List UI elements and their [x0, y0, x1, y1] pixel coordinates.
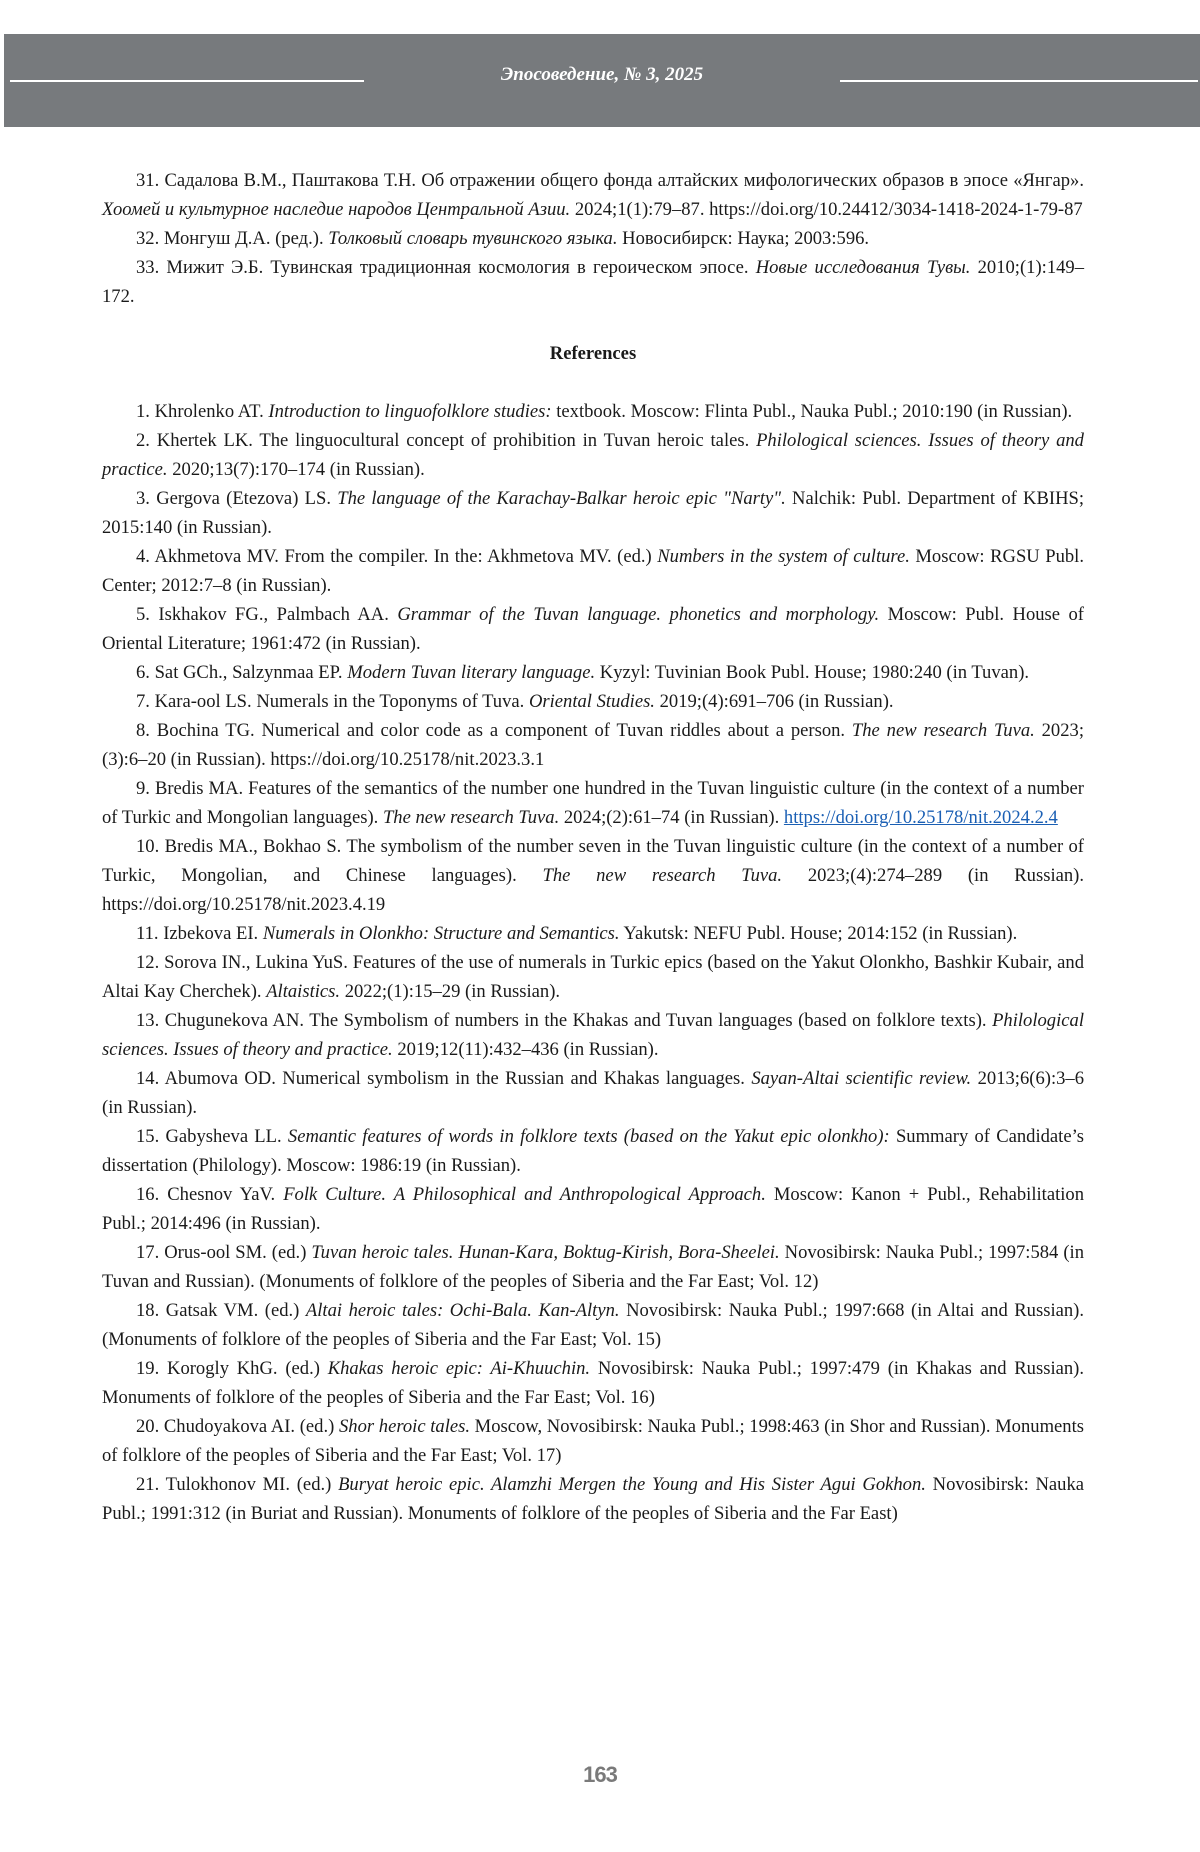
reference-source-title: Толковый словарь тувинского языка. — [328, 228, 618, 249]
running-header — [4, 34, 1200, 127]
reference-text: 13. Chugunekova AN. The Symbolism of numbers in the Khakas and Tuvan languages (based on folklore texts). — [136, 1010, 993, 1031]
reference-details: 2020;13(7):170–174 (in Russian). — [167, 459, 425, 480]
reference-source-title: Oriental Studies. — [528, 691, 655, 712]
reference-details: Kyzyl: Tuvinian Book Publ. House; 1980:240 (in Tuvan). — [595, 662, 1030, 683]
reference-source-title: The language of the Karachay-Balkar heroic epic "Narty". — [337, 488, 786, 509]
reference-details: 2019;12(11):432–436 (in Russian). — [392, 1039, 659, 1060]
reference-text: 2. Khertek LK. The linguocultural concept of prohibition in Tuvan heroic tales. — [136, 430, 757, 451]
reference-list — [102, 397, 1084, 1528]
references-heading: References — [549, 343, 637, 364]
reference-entry — [102, 1180, 1084, 1238]
reference-source-title: Philological sciences. Issues of theory and practice. — [102, 430, 1084, 480]
reference-details: 2023;(3):6–20 (in Russian). https://doi.org/10.25178/nit.2023.3.1 — [102, 720, 1084, 770]
reference-source-title: Новые исследования Тувы. — [755, 257, 971, 278]
reference-entry — [102, 166, 1084, 224]
russian-reference-list — [102, 166, 1084, 311]
reference-entry — [102, 484, 1084, 542]
reference-entry — [102, 832, 1084, 919]
reference-text: 17. Orus-ool SM. (ed.) — [136, 1242, 312, 1263]
reference-details: 2024;(2):61–74 (in Russian). — [559, 807, 780, 828]
reference-details: Novosibirsk: Nauka Publ.; 1997:584 (in Tuvan and Russian). (Monuments of folklore of the peoples of Siberia and the Far East; Vol. 12) — [102, 1242, 1084, 1292]
reference-source-title: Altai heroic tales: Ochi-Bala. Kan-Altyn. — [305, 1300, 620, 1321]
reference-source-title: Buryat heroic epic. Alamzhi Mergen the Young and His Sister Agui Gokhon. — [338, 1474, 926, 1495]
reference-details: Nalchik: Publ. Department of KBIHS; 2015:140 (in Russian). — [102, 488, 1085, 538]
reference-details: 2023;(4):274–289 (in Russian). https://doi.org/10.25178/nit.2023.4.19 — [102, 865, 1085, 915]
reference-source-title: Numerals in Olonkho: Structure and Semantics. — [262, 923, 620, 944]
reference-details: Moscow, Novosibirsk: Nauka Publ.; 1998:463 (in Shor and Russian). Monuments of folklore of the peoples of Siberia and the Far East; Vol. 17) — [102, 1416, 1084, 1466]
reference-text: 3. Gergova (Etezova) LS. — [136, 488, 338, 509]
reference-source-title: The new research Tuva. — [542, 865, 783, 886]
reference-text: 12. Sorova IN., Lukina YuS. Features of the use of numerals in Turkic epics (based on the Yakut Olonkho, Bashkir Kubair, and Altai Kay Cherchek). — [102, 952, 1084, 1002]
reference-entry — [102, 658, 1084, 687]
reference-entry — [102, 1354, 1084, 1412]
reference-entry — [102, 948, 1084, 1006]
reference-details: 2010;(1):149–172. — [102, 257, 1085, 307]
reference-text: 4. Akhmetova MV. From the compiler. In the: Akhmetova MV. (ed.) — [136, 546, 658, 567]
reference-details: Novosibirsk: Nauka Publ.; 1997:668 (in Altai and Russian). (Monuments of folklore of the peoples of Siberia and the Far East; Vol. 15) — [102, 1300, 1085, 1350]
reference-source-title: Numbers in the system of culture. — [657, 546, 910, 567]
reference-details: Novosibirsk: Nauka Publ.; 1991:312 (in Buriat and Russian). Monuments of folklore of the peoples of Siberia and the Far East) — [102, 1474, 1085, 1524]
reference-text: 31. Садалова В.М., Паштакова Т.Н. Об отражении общего фонда алтайских мифологических образов в эпосе «Янгар». — [136, 170, 1084, 191]
reference-text: 5. Iskhakov FG., Palmbach AA. — [136, 604, 398, 625]
reference-text: 11. Izbekova EI. — [136, 923, 263, 944]
reference-source-title: The new research Tuva. — [382, 807, 560, 828]
reference-text: 1. Khrolenko AT. — [136, 401, 269, 422]
reference-details: Moscow: RGSU Publ. Center; 2012:7–8 (in Russian). — [102, 546, 1084, 596]
reference-text: 7. Kara-ool LS. Numerals in the Toponyms of Tuva. — [136, 691, 529, 712]
reference-text: 8. Bochina TG. Numerical and color code as a component of Tuvan riddles about a person. — [136, 720, 852, 741]
reference-details: 2024;1(1):79–87. https://doi.org/10.24412/3034-1418-2024-1-79-87 — [570, 199, 1083, 220]
doi-link[interactable]: https://doi.org/10.25178/nit.2024.2.4 — [783, 807, 1058, 828]
reference-source-title: Modern Tuvan literary language. — [347, 662, 596, 683]
reference-source-title: Tuvan heroic tales. Hunan-Kara, Boktug-Kirish, Bora-Sheelei. — [311, 1242, 780, 1263]
reference-source-title: Altaistics. — [266, 981, 341, 1002]
reference-text: 9. Bredis MA. Features of the semantics of the number one hundred in the Tuvan linguistic culture (in the context of a number of Turkic and Mongolian languages). — [102, 778, 1084, 828]
reference-text: 15. Gabysheva LL. — [136, 1126, 288, 1147]
reference-details: textbook. Moscow: Flinta Publ., Nauka Publ.; 2010:190 (in Russian). — [551, 401, 1073, 422]
reference-details: Moscow: Publ. House of Oriental Literature; 1961:472 (in Russian). — [102, 604, 1084, 654]
reference-details: 2022;(1):15–29 (in Russian). — [340, 981, 561, 1002]
reference-details: 2019;(4):691–706 (in Russian). — [654, 691, 894, 712]
reference-text: 32. Монгуш Д.А. (ред.). — [136, 228, 329, 249]
page-number: 163 — [583, 1762, 617, 1787]
reference-entry — [102, 774, 1084, 832]
reference-entry — [102, 1238, 1084, 1296]
reference-entry — [102, 687, 1084, 716]
reference-text: 20. Chudoyakova AI. (ed.) — [136, 1416, 339, 1437]
reference-entry — [102, 224, 1084, 253]
reference-source-title: Philological sciences. Issues of theory and practice. — [102, 1010, 1084, 1060]
header-rule-right — [840, 80, 1198, 82]
reference-entry — [102, 397, 1084, 426]
reference-text: 33. Мижит Э.Б. Тувинская традиционная космология в героическом эпосе. — [136, 257, 756, 278]
reference-entry — [102, 1122, 1084, 1180]
reference-entry — [102, 1470, 1084, 1528]
reference-entry — [102, 919, 1084, 948]
reference-entry — [102, 716, 1084, 774]
reference-entry — [102, 1296, 1084, 1354]
reference-entry — [102, 253, 1084, 311]
reference-entry — [102, 426, 1084, 484]
reference-source-title: Grammar of the Tuvan language. phonetics and morphology. — [397, 604, 880, 625]
reference-text: 16. Chesnov YaV. — [136, 1184, 284, 1205]
reference-text: 19. Korogly KhG. (ed.) — [136, 1358, 328, 1379]
reference-text: 6. Sat GCh., Salzynmaa EP. — [136, 662, 348, 683]
reference-entry — [102, 600, 1084, 658]
reference-entry — [102, 1064, 1084, 1122]
reference-source-title: Khakas heroic epic: Ai-Khuuchin. — [327, 1358, 591, 1379]
reference-details: Новосибирск: Наука; 2003:596. — [617, 228, 870, 249]
reference-details: Summary of Candidate’s dissertation (Philology). Moscow: 1986:19 (in Russian). — [102, 1126, 1084, 1176]
reference-source-title: Introduction to linguofolklore studies: — [268, 401, 552, 422]
reference-text: 21. Tulokhonov MI. (ed.) — [136, 1474, 339, 1495]
reference-source-title: Shor heroic tales. — [338, 1416, 470, 1437]
reference-details: Moscow: Kanon + Publ., Rehabilitation Publ.; 2014:496 (in Russian). — [102, 1184, 1084, 1234]
reference-entry — [102, 1006, 1084, 1064]
reference-text: 18. Gatsak VM. (ed.) — [136, 1300, 306, 1321]
journal-title: Эпосоведение, № 3, 2025 — [500, 64, 704, 85]
reference-details: Yakutsk: NEFU Publ. House; 2014:152 (in Russian). — [619, 923, 1018, 944]
reference-text: 10. Bredis MA., Bokhao S. The symbolism of the number seven in the Tuvan linguistic culture (in the context of a number of Turkic, Mongolian, and Chinese languages). — [102, 836, 1084, 886]
reference-entry — [102, 542, 1084, 600]
reference-details: Novosibirsk: Nauka Publ.; 1997:479 (in Khakas and Russian). Monuments of folklore of the peoples of Siberia and the Far East; Vol. 16) — [102, 1358, 1084, 1408]
reference-source-title: Folk Culture. A Philosophical and Anthropological Approach. — [283, 1184, 766, 1205]
reference-source-title: The new research Tuva. — [851, 720, 1035, 741]
reference-entry — [102, 1412, 1084, 1470]
reference-source-title: Sayan-Altai scientific review. — [751, 1068, 972, 1089]
reference-source-title: Хоомей и культурное наследие народов Центральной Азии. — [102, 199, 571, 220]
reference-details: 2013;6(6):3–6 (in Russian). — [102, 1068, 1085, 1118]
reference-source-title: Semantic features of words in folklore texts (based on the Yakut epic olonkho): — [287, 1126, 890, 1147]
reference-text: 14. Abumova OD. Numerical symbolism in the Russian and Khakas languages. — [136, 1068, 752, 1089]
page-body — [102, 166, 1084, 1528]
